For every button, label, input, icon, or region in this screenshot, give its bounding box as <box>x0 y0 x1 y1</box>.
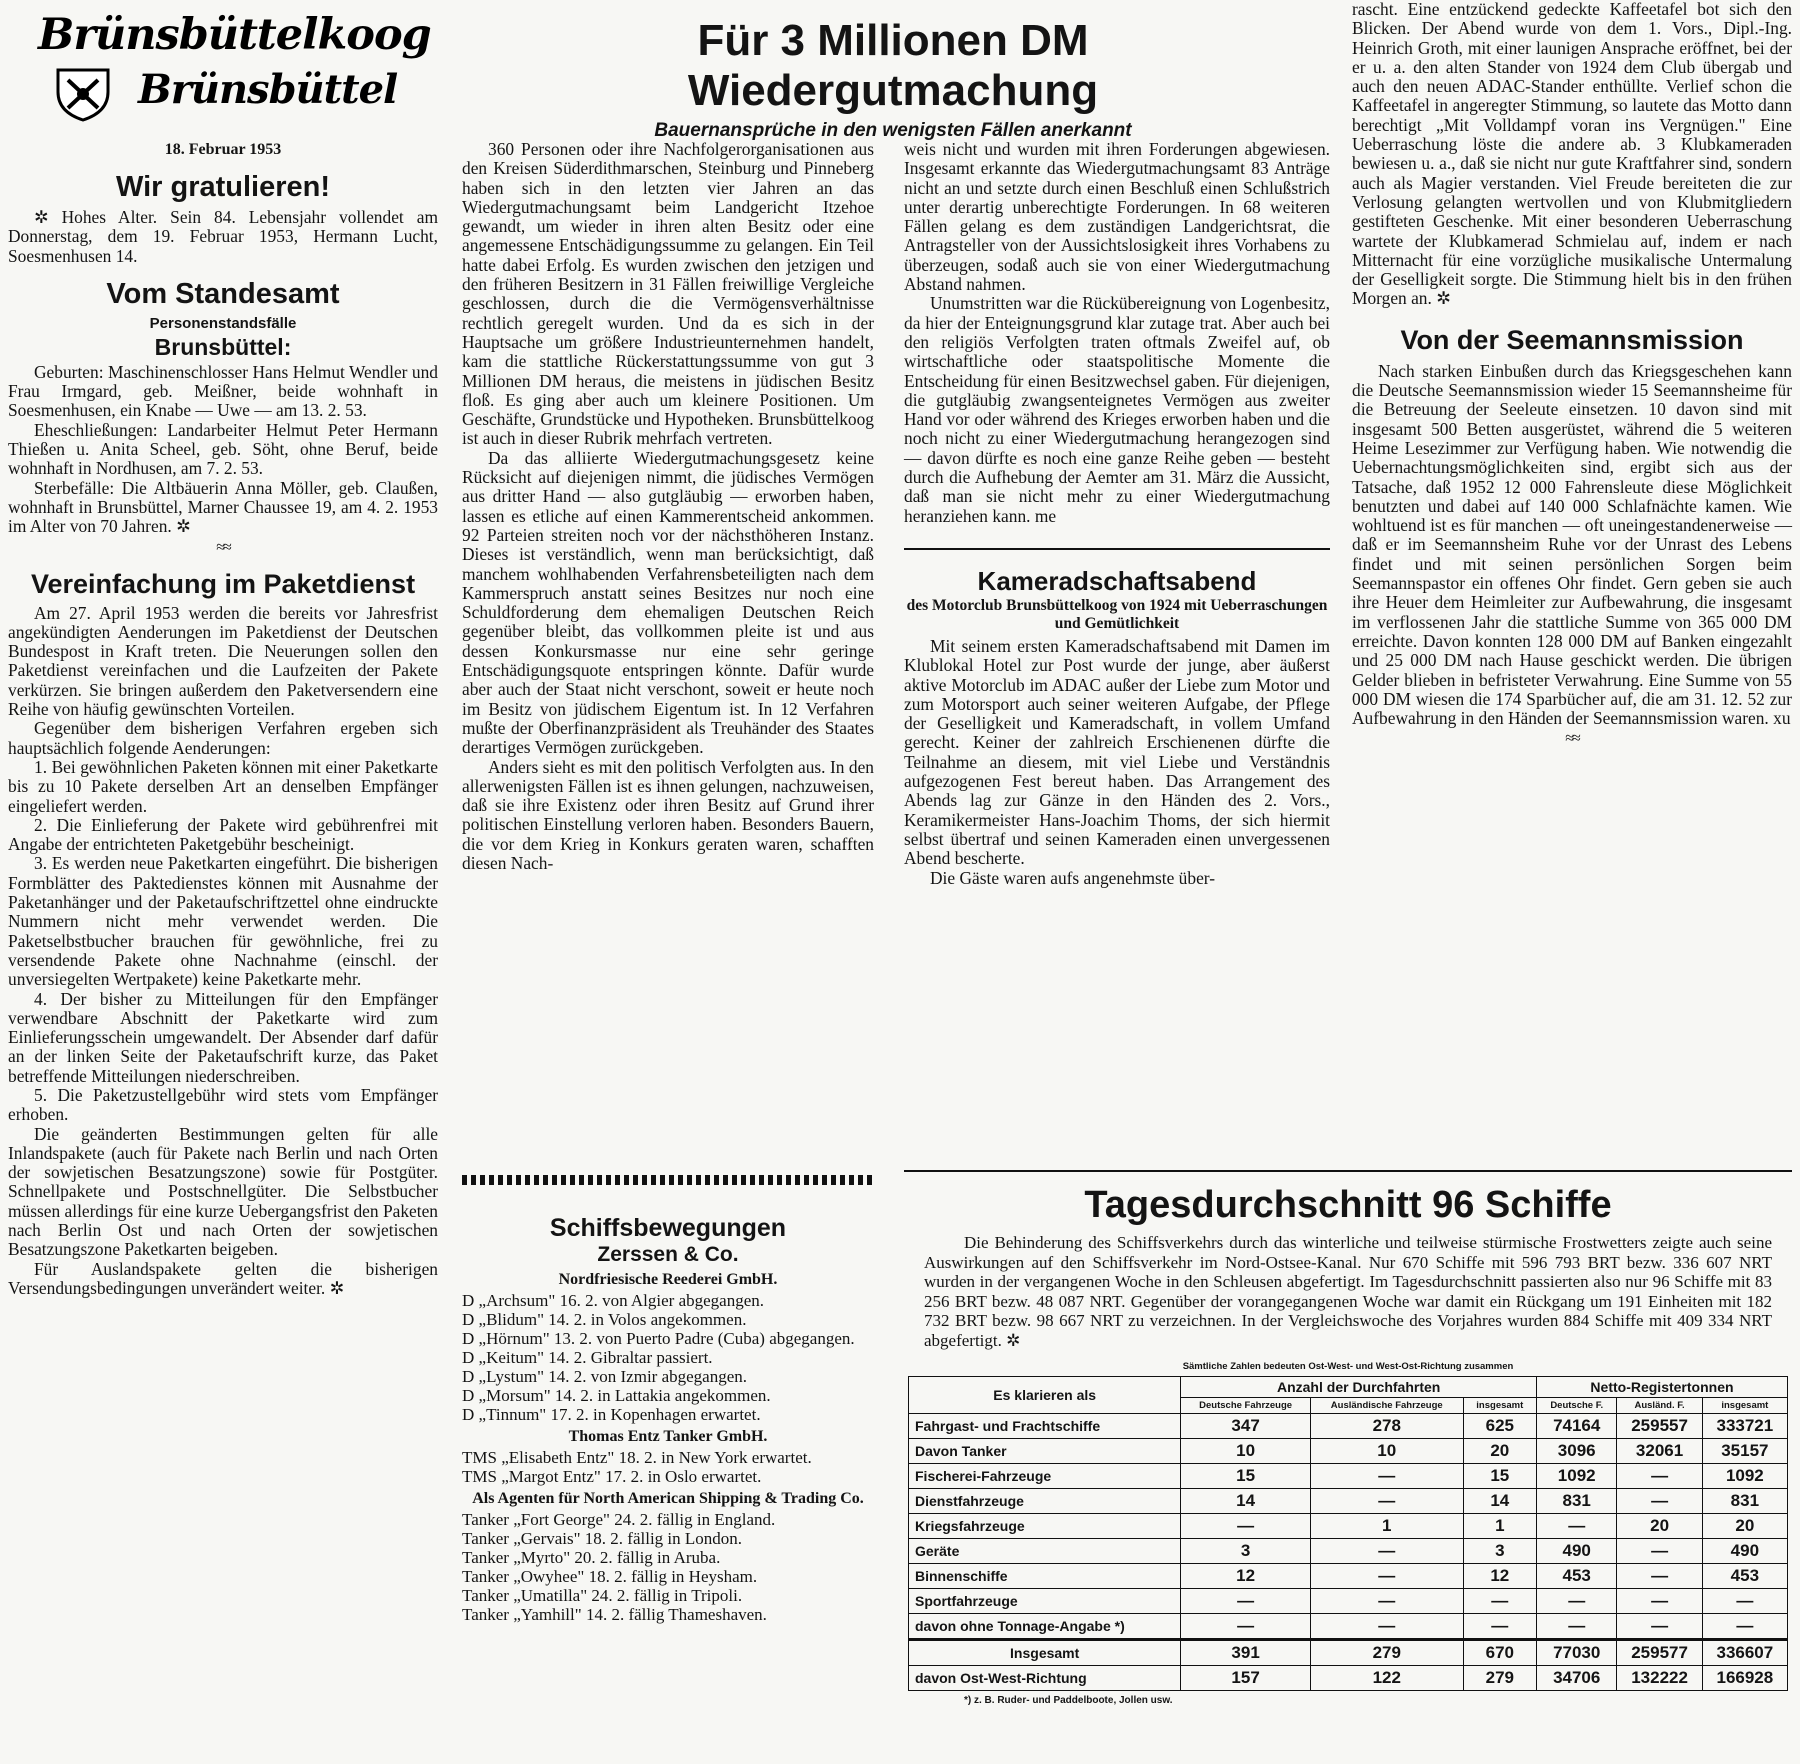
table-cell: 670 <box>1463 1639 1536 1665</box>
table-cell: — <box>1617 1488 1702 1513</box>
table-cell: 35157 <box>1702 1438 1787 1463</box>
table-cell: — <box>1310 1488 1463 1513</box>
headline-line-1: Für 3 Millionen DM <box>697 16 1089 65</box>
coat-of-arms-icon <box>48 66 118 122</box>
headline-line-2: Wiedergutmachung <box>687 66 1099 115</box>
table-subheader: insgesamt <box>1463 1397 1536 1413</box>
dateline: 18. Februar 1953 <box>164 141 282 158</box>
table-cell: 14 <box>1463 1488 1536 1513</box>
table-cell: 391 <box>1181 1639 1311 1665</box>
table-row-label: Insgesamt <box>909 1639 1181 1665</box>
table-subheader: insgesamt <box>1702 1397 1787 1413</box>
table-cell: 333721 <box>1702 1413 1787 1438</box>
table-cell: — <box>1463 1588 1536 1613</box>
gratulation-text: ✲ Hohes Alter. Sein 84. Lebensjahr vollendet am Donnerstag, dem 19. Februar 1953, Hermann Lucht, Soesmenhusen 14. <box>8 207 438 266</box>
table-cell: 20 <box>1463 1438 1536 1463</box>
kamerad-subtitle: des Motorclub Brunsbüttelkoog von 1924 mit Ueberraschungen und Gemütlichkeit <box>906 597 1328 632</box>
table-row-label: Davon Tanker <box>909 1438 1181 1463</box>
table-cell: 10 <box>1181 1438 1311 1463</box>
table-cell: 278 <box>1310 1413 1463 1438</box>
kamerad-body-text <box>904 637 1330 888</box>
table-row-label: Binnenschiffe <box>909 1563 1181 1588</box>
table-footnote: *) z. B. Ruder- und Paddelboote, Jollen usw. <box>964 1694 1173 1706</box>
paket-para: 2. Die Einlieferung der Pakete wird gebührenfrei mit Angabe der entrichteten Paketgebühr bescheinigt. <box>8 814 438 855</box>
table-cell: 1092 <box>1702 1463 1787 1488</box>
table-cell: — <box>1310 1588 1463 1613</box>
dotted-divider <box>462 1175 876 1185</box>
ship-line: D „Morsum" 14. 2. in Lattakia angekommen. <box>462 1386 771 1405</box>
table-cell: 1 <box>1310 1513 1463 1538</box>
masthead <box>8 0 438 125</box>
table-cell: — <box>1617 1563 1702 1588</box>
table-row <box>909 1488 1788 1513</box>
ship-line: D „Tinnum" 17. 2. in Kopenhagen erwartet. <box>462 1405 761 1424</box>
table-cell: — <box>1617 1588 1702 1613</box>
standesamt-geburten: Geburten: Maschinenschlosser Hans Helmut Wendler und Frau Irmgard, geb. Meißner, beide wohnhaft in Soesmenhusen, ein Knabe — Uwe — am 13. 2. 53. <box>8 361 438 421</box>
table-cell: — <box>1463 1613 1536 1639</box>
article-para: 360 Personen oder ihre Nachfolgerorganisationen aus den Kreisen Süderdithmarschen, Steinburg und Pinneberg haben sich in den letzten vier Jahren an das Wiedergutmachungsamt beim Landgericht Itzehoe gewandt, um wieder in ihren alten Besitz oder eine angemessene Entschädigungssumme zu gelangen. Ein Teil hatte dabei Erfolg. Es wurden zwischen den jetzigen und den früheren Besitzern in 31 Fällen freiwillige Vergleiche geschlossen, durch die die Vermögensverhältnisse rechtlich geregelt wurden. Und da es sich in der Hauptsache um größere Industrieunternehmen handelt, kam die stattliche Rückerstattungssumme von gut 3 Millionen DM heraus, die meistens in jüdischen Besitz floß. Es ging aber auch um kleinere Positionen. Um Geschäfte, Grundstücke und Hypotheken. Brunsbüttelkoog ist auch in dieser Rubrik mehrfach vertreten. <box>462 139 874 449</box>
table-cell: 12 <box>1181 1563 1311 1588</box>
table-cell: 347 <box>1181 1413 1311 1438</box>
standesamt-place: Brunsbüttel: <box>154 333 292 360</box>
standesamt-sterbefaelle: Sterbefälle: Die Altbäuerin Anna Möller, geb. Claußen, wohnhaft in Brunsbüttel, Marner Chaussee 19, am 4. 2. 1953 im Alter von 70 Jahren. ✲ <box>8 477 438 537</box>
table-group-header: Netto-Registertonnen <box>1536 1376 1787 1397</box>
ship-line: D „Keitum" 14. 2. Gibraltar passiert. <box>462 1348 713 1367</box>
horizontal-rule <box>904 1170 1792 1172</box>
column-wiedergutmachung-2 <box>904 140 1330 526</box>
ship-line: Tanker „Yamhill" 14. 2. fällig Thameshaven. <box>462 1605 767 1624</box>
table-body <box>909 1413 1788 1690</box>
paket-heading: Vereinfachung im Paketdienst <box>30 568 416 599</box>
table-subheader: Ausländische Fahrzeuge <box>1310 1397 1463 1413</box>
tages-text: Die Behinderung des Schiffsverkehrs durch das winterliche und teilweise stürmische Frostwetters zeigte auch seine Auswirkungen auf den Schiffsverkehr im Nord-Ostsee-Kanal. Nur 670 Schiffe mit 596 793 BRT bezw. 336 607 NRT wurden in der vergangenen Woche in den Schleusen abgefertigt. Im Tagesdurchschnitt passierten also nur 96 Schiffe mit 83 256 BRT bezw. 48 087 NRT. Gegenüber der vorangegangenen Woche war damit ein Rückgang um 191 Einheiten mit 182 732 BRT bezw. 98 667 NRT zu verzeichnen. In der Vergleichswoche des Vorjahres wurden 884 Schiffe mit 409 334 NRT abgefertigt. ✲ <box>924 1233 1772 1350</box>
ships-group-2: Thomas Entz Tanker GmbH. <box>568 1428 768 1445</box>
tages-heading: Tagesdurchschnitt 96 Schiffe <box>1084 1184 1612 1226</box>
headline-subtitle: Bauernansprüche in den wenigsten Fällen anerkannt <box>654 120 1132 141</box>
ship-line: Tanker „Umatilla" 24. 2. fällig in Tripoli. <box>462 1586 743 1605</box>
table-row <box>909 1538 1788 1563</box>
section-divider-icon: ≈≈ <box>216 538 230 556</box>
table-cell: 490 <box>1702 1538 1787 1563</box>
table-row-label: davon ohne Tonnage-Angabe *) <box>909 1613 1181 1639</box>
table-cell: — <box>1617 1613 1702 1639</box>
table-cell: 3 <box>1463 1538 1536 1563</box>
ships-heading: Schiffsbewegungen <box>549 1214 787 1242</box>
table-cell: 77030 <box>1536 1639 1616 1665</box>
table-cell: — <box>1702 1588 1787 1613</box>
kameradschaftsabend-article <box>904 566 1330 888</box>
paket-para: Für Auslandspakete gelten die bisherigen Versendungsbedingungen unverändert weiter. ✲ <box>8 1258 438 1298</box>
ships-firm: Zerssen & Co. <box>597 1243 739 1266</box>
table-cell: — <box>1617 1538 1702 1563</box>
table-cell: — <box>1310 1613 1463 1639</box>
masthead-title-1: Brünsbüttelkoog <box>38 10 431 60</box>
table-row <box>909 1665 1788 1690</box>
table-note: Sämtliche Zahlen bedeuten Ost-West- und West-Ost-Richtung zusammen <box>1182 1360 1514 1372</box>
ships-group-1: Nordfriesische Reederei GmbH. <box>558 1271 778 1288</box>
table-cell: — <box>1536 1588 1616 1613</box>
ship-line: D „Lystum" 14. 2. von Izmir abgegangen. <box>462 1367 748 1386</box>
transit-statistics-table <box>908 1376 1788 1691</box>
table-subheader: Deutsche Fahrzeuge <box>1181 1397 1311 1413</box>
ship-line: D „Blidum" 14. 2. in Volos angekommen. <box>462 1310 747 1329</box>
table-group-header: Anzahl der Durchfahrten <box>1181 1376 1537 1397</box>
table-cell: 3 <box>1181 1538 1311 1563</box>
paket-para: 3. Es werden neue Paketkarten eingeführt. Die bisherigen Formblätter des Paktedienstes können mit Ausnahme der Paketanhänger und der Paketaufschriftzettel ohne eindruckte Nummern nicht mehr verwendet werden. Die Paketselbstbucher brauchen für gewöhnliche, frei zu versendende Pakete ohne Nachnahme (einschl. der unversiegelten Wertpakete) keine Paketkarte mehr. <box>8 853 438 990</box>
table-row <box>909 1413 1788 1438</box>
article-para: Anders sieht es mit den politisch Verfolgten aus. In den allerwenigsten Fällen ist es ihnen gelungen, nachzuweisen, daß sie ihre Existenz oder ihren Besitz auf Grund ihrer politischen Einstellung verloren haben. Besonders Bauern, die vor dem Krieg in Konkurs geraten waren, schafften diesen Nach- <box>462 756 874 873</box>
ship-line: Tanker „Owyhee" 18. 2. fällig in Heysham. <box>462 1567 758 1586</box>
table-row <box>909 1463 1788 1488</box>
ship-line: TMS „Margot Entz" 17. 2. in Oslo erwartet. <box>462 1467 762 1486</box>
table-cell: 259577 <box>1617 1639 1702 1665</box>
table-cell: — <box>1310 1463 1463 1488</box>
column-left <box>8 0 438 1298</box>
standesamt-eheschliessungen: Eheschließungen: Landarbeiter Helmut Peter Hermann Thießen u. Anita Scheel, geb. Söht, ohne Beruf, beide wohnhaft in Nordhusen, am 7. 2. 53. <box>8 419 438 479</box>
table-row <box>909 1613 1788 1639</box>
table-row-label: davon Ost-West-Richtung <box>909 1665 1181 1690</box>
table-subheader: Ausländ. F. <box>1617 1397 1702 1413</box>
table-cell: 10 <box>1310 1438 1463 1463</box>
table-row <box>909 1438 1788 1463</box>
ship-line: Tanker „Myrto" 20. 2. fällig in Aruba. <box>462 1548 721 1567</box>
table-row-label: Fahrgast- und Frachtschiffe <box>909 1413 1181 1438</box>
article-para: Unumstritten war die Rückübereignung von Logenbesitz, da hier der Enteignungsgrund klar zutage trat. Aber auch bei den religiös Verfolgten traten oftmals Zweifel auf, ob wirtschaftliche oder staatspolitische Momente die Entscheidung für einen Besitzwechsel gaben. Für diejenigen, die gutgläubig zwangsenteignetes Vermögen aus zweiter Hand vor oder während des Krieges erworben haben und die noch nicht zu einer Wiedergutmachung herangezogen sind — davon dürfte es noch eine ganze Reihe geben — besteht durch die Aufhebung der Aemter am 31. März die Aussicht, daß man sie nicht mehr zu einer Wiedergutmachung heranziehen kann. me <box>904 293 1330 526</box>
section-divider-icon: ≈≈ <box>1565 730 1579 748</box>
horizontal-rule <box>904 548 1330 550</box>
table-cell: — <box>1310 1563 1463 1588</box>
table-cell: 122 <box>1310 1665 1463 1690</box>
column-wiedergutmachung-1 <box>462 140 874 873</box>
seemann-heading: Von der Seemannsmission <box>1400 324 1744 355</box>
article-para: Da das alliierte Wiedergutmachungsgesetz keine Rücksicht auf diejenigen nimmt, die jüdisches Vermögen aus dritter Hand — also gutgläubig — erworben haben, lassen es etliche auf einen Kammerentscheid ankommen. 92 Parteien streiten noch vor der nächsthöheren Instanz. Dieses ist verständlich, wenn man berücksichtigt, daß manchem wohlhabenden Verfahrensbeteiligten nach dem Kammerspruch anstatt seines Besitzes nur noch eine Schuldforderung dem ehemaligen Deutschen Reich gegenüber bleibt, das vollkommen pleite ist und aus dessen Konkursmasse nur eine sehr geringe Entschädigungsquote entspringen könnte. Dafür wurde aber auch der Staat nicht verschont, soweit er heute noch im Besitz von jüdischem Eigentum ist. In 12 Verfahren mußte der Oberfinanzpräsident als Treuhänder des Staates derartiges Vermögen zurückgeben. <box>462 447 874 758</box>
table-cell: 831 <box>1702 1488 1787 1513</box>
ship-line: Tanker „Gervais" 18. 2. fällig in London. <box>462 1529 743 1548</box>
table-cell: 279 <box>1310 1639 1463 1665</box>
table-cell: 336607 <box>1702 1639 1787 1665</box>
gratulation-heading: Wir gratulieren! <box>115 171 331 203</box>
table-cell: — <box>1181 1588 1311 1613</box>
table-row <box>909 1513 1788 1538</box>
table-cell: — <box>1702 1613 1787 1639</box>
table-cell: 132222 <box>1617 1665 1702 1690</box>
column-right <box>1352 0 1792 750</box>
table-cell: 74164 <box>1536 1413 1616 1438</box>
table-cell: 490 <box>1536 1538 1616 1563</box>
table-cell: 1 <box>1463 1513 1536 1538</box>
table-cell: 453 <box>1536 1563 1616 1588</box>
table-row <box>909 1639 1788 1665</box>
kamerad-heading: Kameradschaftsabend <box>977 566 1257 596</box>
table-row-label: Kriegsfahrzeuge <box>909 1513 1181 1538</box>
table-row-label: Fischerei-Fahrzeuge <box>909 1463 1181 1488</box>
ship-line: Tanker „Fort George" 24. 2. fällig in England. <box>462 1510 776 1529</box>
paket-para: Am 27. April 1953 werden die bereits vor Jahresfrist angekündigten Aenderungen im Paketdienst der Deutschen Bundespost in Kraft treten. Die Neuerungen sollen den Paketdienst vereinfachen und die Laufzeiten der Pakete verkürzen. Sie bringen außerdem den Paketversendern eine Reihe von häufig gewünschten Vorteilen. <box>8 602 438 720</box>
table-cell: 20 <box>1702 1513 1787 1538</box>
table-cell: 166928 <box>1702 1665 1787 1690</box>
kamerad-para: Die Gäste waren aufs angenehmste über- <box>930 867 1216 888</box>
ship-line: D „Archsum" 16. 2. von Algier abgegangen. <box>462 1291 765 1310</box>
table-cell: 259557 <box>1617 1413 1702 1438</box>
table-cell: 14 <box>1181 1488 1311 1513</box>
table-cell: 453 <box>1702 1563 1787 1588</box>
table-cell: — <box>1536 1613 1616 1639</box>
table-cell: 3096 <box>1536 1438 1616 1463</box>
table-row-label: Sportfahrzeuge <box>909 1588 1181 1613</box>
paket-para: 5. Die Paketzustellgebühr wird stets vom Empfänger erhoben. <box>8 1084 438 1125</box>
table-cell: — <box>1536 1513 1616 1538</box>
article-para: weis nicht und wurden mit ihren Forderungen abgewiesen. Insgesamt erkannte das Wiedergutmachungsamt 83 Anträge nicht an und setzte durch einen Beschluß einen Schlußstrich unter derartig unberechtigte Forderungen. In 68 weiteren Fällen gelang es dem zuständigen Landgerichtsrat, die Antragsteller von der Aussichtslosigkeit ihres Vorhabens zu überzeugen, sodaß auch sie von einer Wiedergutmachung Abstand nahmen. <box>904 139 1330 295</box>
table-cell: — <box>1310 1538 1463 1563</box>
table-cell: 1092 <box>1536 1463 1616 1488</box>
table-cell: 831 <box>1536 1488 1616 1513</box>
table-cell: 279 <box>1463 1665 1536 1690</box>
table-cell: 15 <box>1463 1463 1536 1488</box>
ships-group-3: Als Agenten für North American Shipping & Trading Co. <box>472 1490 864 1507</box>
schiffsbewegungen-box <box>462 1200 874 1624</box>
table-cell: 12 <box>1463 1563 1536 1588</box>
kamerad-para: Mit seinem ersten Kameradschaftsabend mit Damen im Klublokal Hotel zur Post wurde der junge, aber äußerst aktive Motorclub im ADAC außer der Liebe zum Motor und zum Motorsport auch seiner weiteren Aufgabe, der Pflege der Geselligkeit und Kameradschaft, in vollem Umfand gerecht. Keiner der zahlreich Erschienenen dürfte die Teilnahme an diesem, mit viel Liebe und Verständnis aufgezogenen Fest bereut haben. Das Arrangement des Abends lag zur Gänze in den Händen des 2. Vors., Keramikermeister Hans-Joachim Thoms, der sich hiermit selbst übertraf und seinen Kameraden einen unvergessenen Abend bescherte. <box>904 636 1330 869</box>
table-cell: 625 <box>1463 1413 1536 1438</box>
seemann-text: Nach starken Einbußen durch das Kriegsgeschehen kann die Deutsche Seemannsmission wieder 15 Seemannsheime für die Betreuung der Seeleute einsetzen. 10 davon sind mit insgesamt 500 Betten ausgerüstet, während die 5 weiteren Heime Lesezimmer zur Verfügung haben. Wie notwendig die Uebernachtungsmöglichkeiten sind, ergibt sich aus der Tatsache, daß 1952 12 000 Fahrensleute diese Möglichkeit benutzten und dabei auf 140 000 Schlafnächte kamen. Wie wohltuend ist es für manchen — oft uneingestandenerweise — daß er im Seemannsheim Ruhe vor der Unrast des Lebens findet und mit seinen persönlichen Sorgen beim Seemannspastor ein offenes Ohr findet. Gern geben sie auch ihre Heuer dem Heimleiter zur Aufbewahrung, die insgesamt im verflossenen Jahr die stattliche Summe von 365 000 DM erreichte. Davon konnten 128 000 DM auf Banken eingezahlt und 25 000 DM nach Hause geschickt werden. Die übrigen Gelder blieben in befristeter Verwahrung. Eine Summe von 55 000 DM wiesen die 174 Sparbücher auf, die am 31. 12. 52 zur Aufbewahrung in den Händen der Seemannsmission waren. xu <box>1352 360 1792 729</box>
table-cell: — <box>1181 1613 1311 1639</box>
table-cell: 15 <box>1181 1463 1311 1488</box>
paket-para: Gegenüber dem bisherigen Verfahren ergeben sich hauptsächlich folgende Aenderungen: <box>8 718 438 758</box>
table-subheader: Deutsche F. <box>1536 1397 1616 1413</box>
paket-para: 4. Der bisher zu Mitteilungen für den Empfänger verwendbare Abschnitt der Paketkarte wird zum Einlieferungsschein umgewandelt. Der Absender darf dafür an der linken Seite der Paketaufschrift kurze, das Paket betreffende Mitteilungen niederschreiben. <box>8 988 438 1086</box>
kamerad-continuation: rascht. Eine entzückend gedeckte Kaffeetafel bot sich den Blicken. Der Abend wurde von dem 1. Vors., Dipl.-Ing. Heinrich Groth, mit einer launigen Ansprache eröffnet, bei der er u. a. den alten Stander von 1924 dem Club übergab und auch den neuen ADAC-Stander enthüllte. Verlief schon die Kaffeetafel in angeregter Stimmung, so lautete das Motto dann berechtigt „Mit Volldampf voran ins Vergnügen." Eine Ueberraschung löste die andere ab. 3 Klubkameraden bewiesen u. a., daß sie nicht nur gute Kraftfahrer sind, sondern auch als Magier verstanden. Viel Freude bereiteten die zur Verlosung gelangten wertvollen und von Klubmitgliedern gestifteten Geschenke. Mit einer besonderen Ueberraschung wartete der Klubkamerad Schmielau auf, indem er nach Mitternacht für eine vorzügliche musikalische Untermalung der Geselligkeit sorgte. Die Stimmung hielt bis in den frühen Morgen an. ✲ <box>1352 0 1792 309</box>
table-cell: 157 <box>1181 1665 1311 1690</box>
table-row <box>909 1563 1788 1588</box>
ship-line: D „Hörnum" 13. 2. von Puerto Padre (Cuba) abgegangen. <box>462 1329 855 1348</box>
table-cell: 34706 <box>1536 1665 1616 1690</box>
table-row-label: Geräte <box>909 1538 1181 1563</box>
tagesdurchschnitt-article <box>904 1180 1792 1706</box>
table-row <box>909 1588 1788 1613</box>
table-cell: — <box>1181 1513 1311 1538</box>
paket-para: 1. Bei gewöhnlichen Paketen können mit einer Paketkarte bis zu 10 Pakete derselben Art an denselben Empfänger eingeliefert werden. <box>8 756 438 816</box>
paket-para: Die geänderten Bestimmungen gelten für alle Inlandspakete (auch für Pakete nach Berlin und nach Orten der sowjetischen Besatzungszone) sowie für Postgüter. Schnellpakete und Postschnellgüter. Die Selbstbucher müssen allerdings für eine kurze Uebergangsfrist den Paketen nach Berlin Ost und nach Orten der sowjetischen Besatzungszone Paketkarten beigeben. <box>8 1123 438 1260</box>
table-cell: 20 <box>1617 1513 1702 1538</box>
masthead-title-2: Brünsbüttel <box>138 66 398 113</box>
table-cell: 32061 <box>1617 1438 1702 1463</box>
table-row-label: Dienstfahrzeuge <box>909 1488 1181 1513</box>
standesamt-subtitle: Personenstandsfälle <box>149 314 297 332</box>
ship-line: TMS „Elisabeth Entz" 18. 2. in New York erwartet. <box>462 1448 812 1467</box>
table-cell: — <box>1617 1463 1702 1488</box>
main-headline <box>462 16 1324 142</box>
standesamt-heading: Vom Standesamt <box>106 277 340 310</box>
table-header-label: Es klarieren als <box>909 1376 1181 1413</box>
